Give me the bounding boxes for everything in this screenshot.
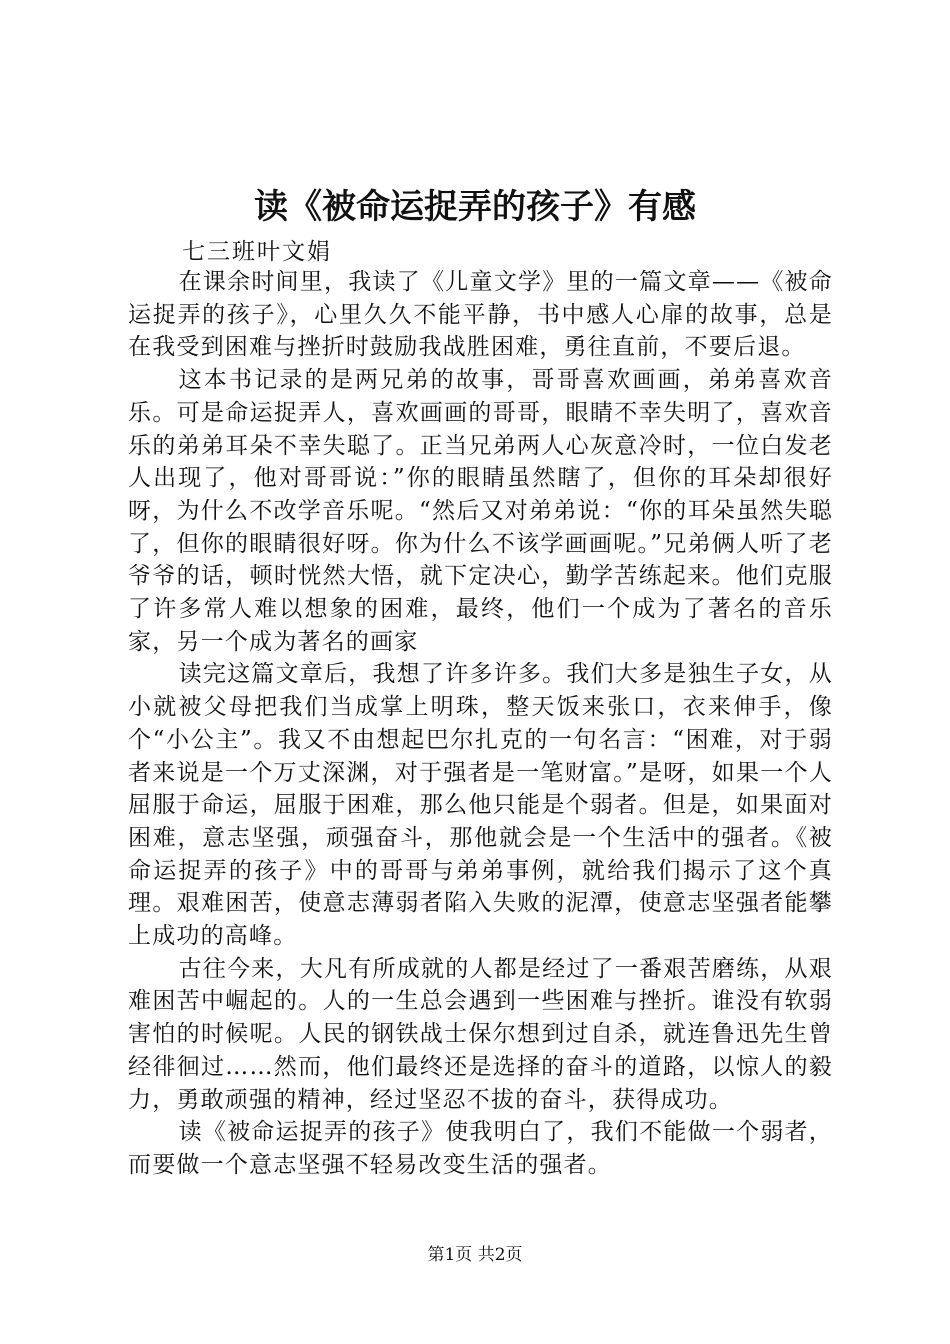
paragraph: 读完这篇文章后，我想了许多许多。我们大多是独生子女，从小就被父母把我们当成掌上明珠，整天饭来张口，衣来伸手，像个“小公主”。我又不由想起巴尔扎克的一句名言：“困难，对于弱者来说是一个万丈深渊，对于强者是一笔财富。”是呀，如果一个人屈服于命运，屈服于困难，那么他只能是个弱者。但是，如果面对困难，意志坚强，顽强奋斗，那他就会是一个生活中的强者。《被命运捉弄的孩子》中的哥哥与弟弟事例，就给我们揭示了这个真理。艰难困苦，使意志薄弱者陷入失败的泥潭，使意志坚强者能攀上成功的高峰。 bbox=[128, 661, 833, 950]
article-body bbox=[128, 266, 833, 1182]
author-line: 七三班叶文娟 bbox=[182, 239, 332, 265]
page-title: 读《被命运捉弄的孩子》有感 bbox=[254, 187, 696, 227]
paragraph: 这本书记录的是两兄弟的故事，哥哥喜欢画画，弟弟喜欢音乐。可是命运捉弄人，喜欢画画的哥哥，眼睛不幸失明了，喜欢音乐的弟弟耳朵不幸失聪了。正当兄弟两人心灰意冷时，一位白发老人出现了，他对哥哥说：”你的眼睛虽然瞎了，但你的耳朵却很好呀，为什么不改学音乐呢。“然后又对弟弟说：“你的耳朵虽然失聪了，但你的眼睛很好呀。你为什么不该学画画呢。”兄弟俩人听了老爷爷的话，顿时恍然大悟，就下定决心，勤学苦练起来。他们克服了许多常人难以想象的困难，最终，他们一个成为了著名的音乐家，另一个成为著名的画家 bbox=[128, 367, 833, 655]
paragraph: 读《被命运捉弄的孩子》使我明白了，我们不能做一个弱者，而要做一个意志坚强不轻易改变生活的强者。 bbox=[128, 1119, 833, 1178]
paragraph: 古往今来，大凡有所成就的人都是经过了一番艰苦磨练，从艰难困苦中崛起的。人的一生总会遇到一些困难与挫折。谁没有软弱害怕的时候呢。人民的钢铁战士保尔想到过自杀，就连鲁迅先生曾经徘徊过……然而，他们最终还是选择的奋斗的道路，以惊人的毅力，勇敢顽强的精神，经过坚忍不拔的奋斗，获得成功。 bbox=[128, 955, 833, 1113]
page-footer: 第1页 共2页 bbox=[427, 1245, 523, 1265]
paragraph: 在课余时间里，我读了《儿童文学》里的一篇文章——《被命运捉弄的孩子》，心里久久不能平静，书中感人心扉的故事，总是在我受到困难与挫折时鼓励我战胜困难，勇往直前，不要后退。 bbox=[128, 269, 833, 361]
